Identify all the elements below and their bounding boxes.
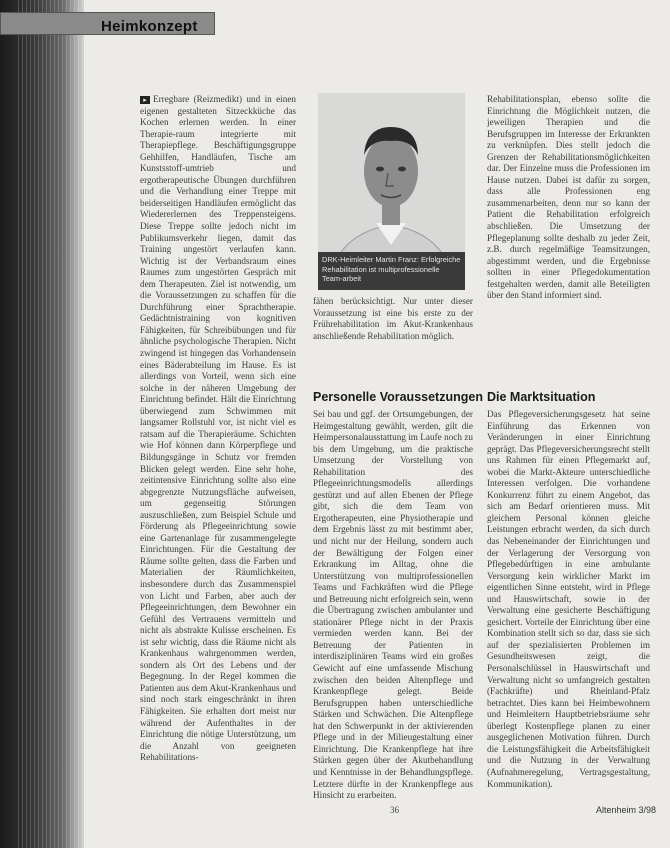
page-number: 36 <box>390 805 399 815</box>
article-column-3-intro: Rehabilitationsplan, ebenso sollte die Einrichtung die Möglichkeit nutzen, die jeweiligen Therapien und die Berufsgruppen im Interesse der Erkrankten zu verknüpfen. Dies stellt jedoch die Grenzen der Rehabilitationsmöglichkeiten dar. Der Einzelne muss die Professionen im Hause nutzen. Dabei ist dafür zu sorgen, dass alle Professionen eng zusammenarbeiten, denn nur so kann der Patient die Rehabilitation erfolgreich abschließen. Die Umsetzung der Pflegeplanung sollte deshalb zu jeder Zeit, z.B. durch regelmäßige Teamsitzungen, abgestimmt werden, und die Ergebnisse sollten in einer Pflegedokumentation festgehalten werden, damit alle Beteiligten über den Stand informiert sind. <box>487 94 650 301</box>
column-1-text: Erregbare (Reizmedikt) und in einen eigenen gestalteten Sitzeckküche das Kochen erlernen werden. In einer Therapie-raum integrierte mit Therapiepflege. Beschäftigungsgruppe Gehhilfen, Handläufen, Tische am Kunstsstoff-umtrieb und ergotherapeutische Übungen durchführen und die Verhandlung einer Treppe mit beiderseitigen Handläufen ermöglicht das Wiedererlernen des Treppensteigens. Diese Treppe sollte jedoch nicht im Publikumsverkehr liegen, damit das Training ungestört verlaufen kann. Wichtig ist der Verbandsraum eines Raumes zum ungestörten Gespräch mit dem Therapeuten. Ziel ist notwendig, um die Voraussetzungen zu schaffen für die Durchführung einer Sprachtherapie. Gedächtnistraining von kognitiven Fähigkeiten, für Schreibübungen und für ähnliche psychologische Therapien. Nicht zwingend ist hingegen das Vorhandensein eines Bäderabteilung im Hause. Es ist allerdings von Vorteil, wenn sich eine solche in der näheren Umgebung der Einrichtung befindet. Hält die Einrichtung überwiegend zum Schwimmen mit langsamer Rollstuhl vor, ist nicht viel es ratsam auf die Therapieräume. Schichten wie Hof können dann Körperpflege und Bildungsgänge in Schutz vor fremden Blicken gelegt werden. Eine sehr hohe, zeitintensive Einrichtung sollte also eine abgegrenzte Nutzungsfläche aufweisen, um gegenseitig Störungen auszuschließen, zum Beispiel Schule und Förderung als Pflegeeinrichtung sowie eine Gartenanlage für zusammengelegte Einrichtungen. Für die Gestaltung der Räume sollte gelten, dass die Farben und Materialien der Räumlichkeiten, insbesondere durch das Zusammenspiel von Licht und Farben, aber auch der Pflegeeinrichtungen, dem Bewohner ein Gefühl des Vertrauens vermitteln und nicht als abstrakte Kulisse erscheinen. Es ist sehr wichtig, dass die Räume nicht als Krankenhaus wahrgenommen werden, sondern als Ort des Lebens und der Begegnung. In der Regel kommen die Patienten aus dem Akut-Krankenhaus und sind noch stark eingeschränkt in ihren Fähigkeiten. Sie erhalten dort meist nur während der Aufenthaltes in der Einrichtung die nötige Unterstützung, um die Anzahl von geeigneten Rehabilitations- <box>140 94 296 763</box>
continuation-marker-icon: ▸ <box>140 96 150 104</box>
photo-caption: DRK-Heimleiter Martin Franz: Erfolgreiche Rehabilitation ist multiprofessionelle Team-arbeit <box>318 252 465 290</box>
article-column-2-intro: fähen berücksichtigt. Nur unter dieser Voraussetzung ist eine bis erste zu der Frührehabilitation im Akut-Krankenhaus anschließende Rehabilitation möglich. <box>313 296 473 341</box>
section-header-label: Heimkonzept <box>101 18 198 35</box>
heading-personelle-voraussetzungen: Personelle Voraussetzungen <box>313 390 483 404</box>
article-column-1 <box>140 94 296 806</box>
magazine-issue: Altenheim 3/98 <box>596 805 657 815</box>
page-edges <box>18 0 90 848</box>
article-column-3-body: Das Pflegeversicherungsgesetz hat seine Einführung das Erkennen von Veränderungen in einer Einrichtung geprägt. Das Pflegeversicherungsrecht stellt uns Rahmen für einen Pflegemarkt auf, wobei die Markt-Akteure unterschiedliche Interessen verfolgen. Die vorhandene Konkurrenz führt zu einem Angebot, das sich am Bedarf orientieren muss. Mit gleichem Personal können gleiche Leistungen erbracht werden, da sich durch das Nebeneinander der Einrichtungen und der Verlagerung der Versorgung von Pflegebedürftigen in eine ambulante Versorgung kein wirklicher Markt im eigentlichen Sinne entsteht, wird in Pflege und Hauswirtschaft, sowie in der Verwaltung eine gesicherte Beschäftigung gesichert. Vorteile der Einrichtung über eine Kombination stellt sich so dar, dass sie sich auf der spezialisierten Problemen im Gesundheitswesen zeigt, die Personalschlüssel in Hauswirtschaft und Verwaltung nicht so umfangreich gestalten (Fachkräfte) und Rheinland-Pfalz betrachtet. Dies kann bei Heimbewohnern und Heimleitern Hauptbetriebsräume sehr überlegt Kostenpflege planen zu einer ausgeglichenen Motivation führen. Durch die Leistungsfähigkeit die Arbeitsfähigkeit und die Nutzung in der Verwaltung (Aufnahmeregelung, Vertragsgestaltung, Kommunikation). <box>487 409 650 789</box>
heading-die-marktsituation: Die Marktsituation <box>487 390 596 404</box>
article-column-2-body: Sei bau und ggf. der Ortsumgebungen, der Heimgestaltung gewählt, werden, gilt die Heimpersonalausstattung im Laufe noch zu bis dem Umgebung, um die praktische Umsetzung der Vorstellung von Rehabilitation des Pflegeeinrichtungsmodells allerdings gestützt und auf allen Ebenen der Pflege gibt, sich die dem Team von Ergotherapeuten, eine Physiotherapie und dem Ergebnis lässt zu mit bestimmt aber, und nicht nur der Heilung, sondern auch der Bewältigung der Folgen einer Erkrankung im Alltag, ohne die Unterstützung von multiprofessionellen Teams und Fachkräften wird die Pflege und Betreuung nicht erfolgreich sein, wenn die Übertragung zwischen ambulanter und stationärer Pflege nicht in der Praxis vermieden werden kann. Bei der Betreuung der Patienten in interdisziplinären Teams wird ein großes Gewicht auf eine umfassende Mischung zwischen den beiden Altenpflege und Krankenpflege gelegt. Beide Berufsgruppen haben unterschiedliche Stärken und Schwächen. Die Altenpflege hat den Schwerpunkt in der aktivierenden Pflege und in der Milieugestaltung einer Einrichtung. Die Krankenpflege hat ihre Stärken gegen über der Akutbehandlung und Kenntnisse in der Behandlungspflege. Letztere dürfte in der Krankenpflege aus Hinsicht zu erarbeiten. <box>313 409 473 801</box>
